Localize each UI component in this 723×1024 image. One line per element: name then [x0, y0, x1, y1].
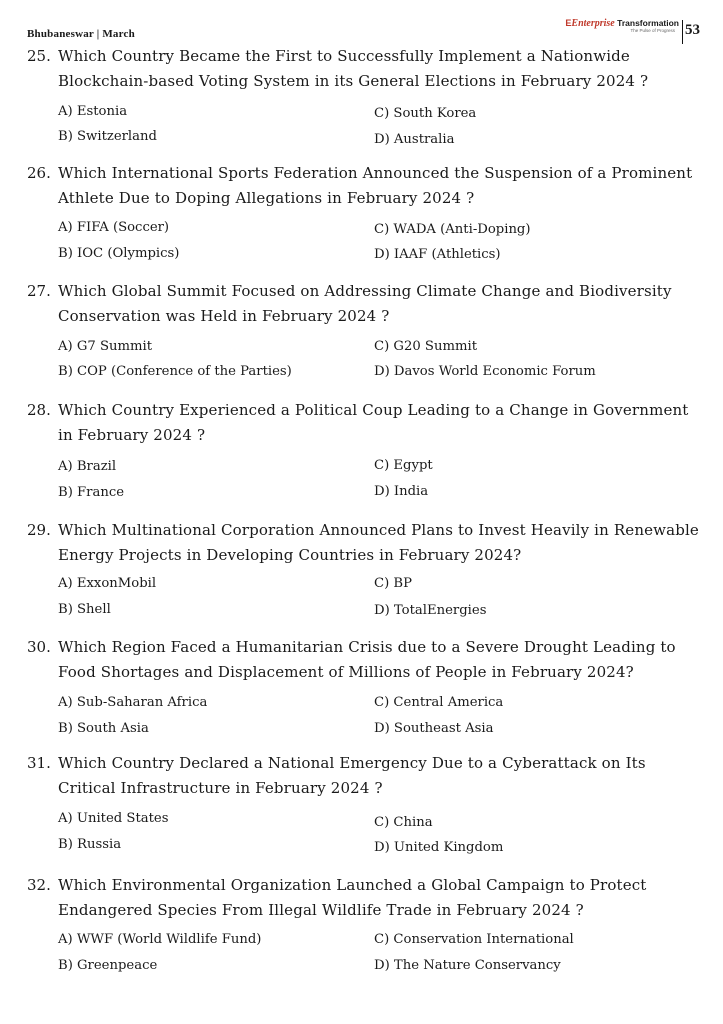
option-d: D) Davos World Economic Forum [374, 364, 596, 379]
question-text: Which Multinational Corporation Announced Plans to Invest Heavily in Renewable Energy Projects in Developing Countries in February 2024? [58, 521, 699, 564]
page-number: 53 [685, 22, 700, 38]
option-b: B) South Asia [58, 721, 149, 736]
question-text: Which Global Summit Focused on Addressing Climate Change and Biodiversity Conservation was Held in February 2024 ? [58, 282, 672, 325]
question-text: Which Country Declared a National Emergency Due to a Cyberattack on Its Critical Infrastructure in February 2024 ? [58, 754, 646, 797]
option-d: D) India [374, 484, 429, 499]
option-c: C) South Korea [374, 106, 477, 121]
option-b: B) COP (Conference of the Parties) [58, 364, 292, 379]
question-number: 31. [27, 754, 51, 772]
question-number: 27. [27, 282, 51, 300]
option-d: D) Australia [374, 132, 455, 147]
question-number: 32. [27, 876, 51, 894]
question-number: 30. [27, 638, 51, 656]
question-number: 25. [27, 47, 51, 65]
option-a: A) FIFA (Soccer) [58, 220, 170, 235]
option-b: B) Russia [58, 837, 122, 852]
option-a: A) United States [58, 811, 169, 826]
question-number: 26. [27, 164, 51, 182]
option-d: D) IAAF (Athletics) [374, 247, 501, 262]
option-c: C) G20 Summit [374, 339, 477, 354]
question-text: Which International Sports Federation Announced the Suspension of a Prominent Athlete Due to Doping Allegations in February 2024 ? [58, 164, 693, 207]
question-text: Which Country Experienced a Political Coup Leading to a Change in Government in February 2024 ? [58, 401, 689, 444]
option-b: B) Switzerland [58, 129, 157, 144]
page-header [0, 0, 723, 44]
brand-mark-icon: E [565, 18, 572, 28]
option-c: C) Conservation International [374, 932, 574, 947]
option-b: B) IOC (Olympics) [58, 246, 180, 261]
question-text: Which Environmental Organization Launched a Global Campaign to Protect Endangered Species From Illegal Wildlife Trade in February 2024 ? [58, 876, 647, 919]
option-a: A) Estonia [58, 104, 128, 119]
option-d: D) The Nature Conservancy [374, 958, 561, 973]
option-b: B) Greenpeace [58, 958, 158, 973]
question-text: Which Region Faced a Humanitarian Crisis due to a Severe Drought Leading to Food Shortages and Displacement of Millions of People in February 2024? [58, 638, 676, 681]
option-c: C) Egypt [374, 458, 433, 473]
option-c: C) BP [374, 576, 412, 591]
option-c: C) Central America [374, 695, 504, 710]
option-c: C) WADA (Anti-Doping) [374, 222, 531, 237]
option-d: D) United Kingdom [374, 840, 504, 855]
brand-logo: EEnterprise Transformation The Pulse of Progress [519, 18, 679, 40]
option-b: B) France [58, 485, 125, 500]
question-number: 28. [27, 401, 51, 419]
header-divider [682, 20, 683, 44]
question-text: Which Country Became the First to Successfully Implement a Nationwide Blockchain-based Voting System in its General Elections in February 2024 ? [58, 47, 649, 90]
header-location-month: Bhubaneswar | March [27, 28, 135, 40]
option-a: A) Brazil [58, 459, 117, 474]
brand-tagline: The Pulse of Progress [630, 28, 675, 33]
option-c: C) China [374, 815, 433, 830]
option-d: D) TotalEnergies [374, 603, 487, 618]
option-b: B) Shell [58, 602, 111, 617]
option-d: D) Southeast Asia [374, 721, 494, 736]
option-a: A) WWF (World Wildlife Fund) [58, 932, 262, 947]
option-a: A) G7 Summit [58, 339, 153, 354]
option-a: A) ExxonMobil [58, 576, 157, 591]
question-number: 29. [27, 521, 51, 539]
option-a: A) Sub-Saharan Africa [58, 695, 208, 710]
